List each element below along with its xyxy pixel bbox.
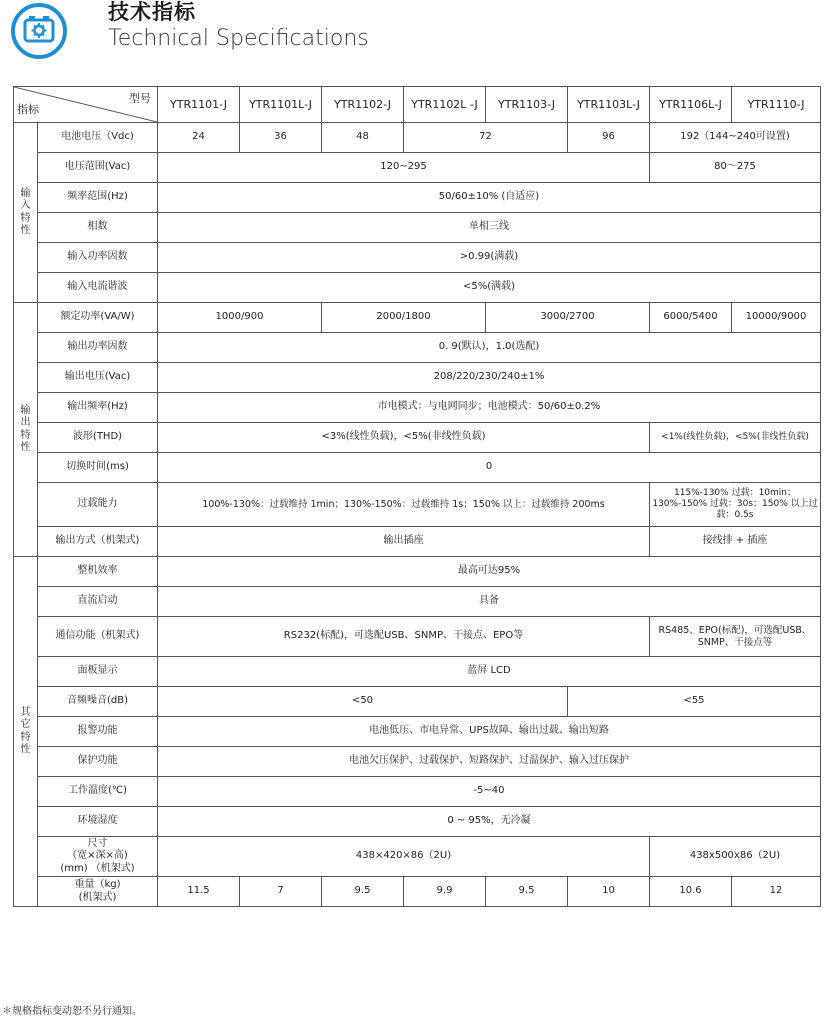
cell-value: 9.5 bbox=[486, 877, 568, 907]
cell-value: >0.99(满载) bbox=[158, 243, 821, 273]
table-row bbox=[14, 807, 821, 837]
row-label: 过载能力 bbox=[38, 483, 158, 527]
table-row bbox=[14, 747, 821, 777]
table-row bbox=[14, 557, 821, 587]
cell-value: 120~295 bbox=[158, 153, 650, 183]
row-label: 切换时间(ms) bbox=[38, 453, 158, 483]
cell-value: 208/220/230/240±1% bbox=[158, 363, 821, 393]
cell-value: -5~40 bbox=[158, 777, 821, 807]
cell-value: 电池低压、市电异常、UPS故障、输出过载、输出短路 bbox=[158, 717, 821, 747]
row-label: 输出频率(Hz) bbox=[38, 393, 158, 423]
cell-value: 10 bbox=[568, 877, 650, 907]
cell-value: 接线排 + 插座 bbox=[650, 527, 821, 557]
cell-value: 9.9 bbox=[404, 877, 486, 907]
cell-value: RS232(标配)，可选配USB、SNMP、干接点、EPO等 bbox=[158, 617, 650, 657]
cell-value: 电池欠压保护、过载保护、短路保护、过温保护、输入过压保护 bbox=[158, 747, 821, 777]
table-row bbox=[14, 213, 821, 243]
cell-value: <55 bbox=[568, 687, 821, 717]
table-row bbox=[14, 687, 821, 717]
table-row bbox=[14, 453, 821, 483]
model-header: YTR1103L-J bbox=[568, 87, 650, 123]
cell-value: 9.5 bbox=[322, 877, 404, 907]
row-label: 电压范围(Vac) bbox=[38, 153, 158, 183]
cell-value: <3%(线性负载)，<5%(非线性负载) bbox=[158, 423, 650, 453]
cell-value: 6000/5400 bbox=[650, 303, 732, 333]
cell-value: 市电模式：与电网同步；电池模式：50/60±0.2% bbox=[158, 393, 821, 423]
cell-value: 输出插座 bbox=[158, 527, 650, 557]
row-label: 波形(THD) bbox=[38, 423, 158, 453]
cell-value: 10000/9000 bbox=[732, 303, 821, 333]
model-label: 型号 bbox=[129, 92, 151, 105]
row-label: 输出功率因数 bbox=[38, 333, 158, 363]
cell-value: 100%-130%：过载维持 1min；130%-150%：过载维持 1s；150% 以上：过载维持 200ms bbox=[158, 483, 650, 527]
table-row bbox=[14, 393, 821, 423]
row-label: 输出方式（机架式) bbox=[38, 527, 158, 557]
table-row bbox=[14, 303, 821, 333]
cell-value: <5%(满载) bbox=[158, 273, 821, 303]
row-label: 工作温度(℃) bbox=[38, 777, 158, 807]
table-row bbox=[14, 423, 821, 453]
cell-value: 50/60±10% (自适应) bbox=[158, 183, 821, 213]
model-header: YTR1103-J bbox=[486, 87, 568, 123]
cell-value: 具备 bbox=[158, 587, 821, 617]
row-label: 输入功率因数 bbox=[38, 243, 158, 273]
cell-value: 96 bbox=[568, 123, 650, 153]
cell-value: 48 bbox=[322, 123, 404, 153]
cell-value: 192（144~240可设置) bbox=[650, 123, 821, 153]
row-label: 额定功率(VA/W) bbox=[38, 303, 158, 333]
cell-value: 115%-130% 过载：10min；130%-150% 过载：30s；150% 以上过载：0.5s bbox=[650, 483, 821, 527]
cell-value: 0 bbox=[158, 453, 821, 483]
cell-value: 最高可达95% bbox=[158, 557, 821, 587]
cell-value: 80～275 bbox=[650, 153, 821, 183]
cell-value: 0. 9(默认)，1.0(选配) bbox=[158, 333, 821, 363]
model-header: YTR1102-J bbox=[322, 87, 404, 123]
group-label-output: 输 出 特 性 bbox=[14, 303, 38, 557]
table-row bbox=[14, 123, 821, 153]
model-header: YTR1106L-J bbox=[650, 87, 732, 123]
cell-value: 438x500x86（2U) bbox=[650, 837, 821, 877]
table-row bbox=[14, 273, 821, 303]
table-row bbox=[14, 243, 821, 273]
cell-value: 1000/900 bbox=[158, 303, 322, 333]
table-row bbox=[14, 483, 821, 527]
cell-value: 0 ~ 95%，无冷凝 bbox=[158, 807, 821, 837]
row-label: 输出电压(Vac) bbox=[38, 363, 158, 393]
page-header bbox=[0, 0, 832, 80]
spec-table bbox=[13, 86, 821, 907]
cell-value: <1%(线性负载)，<5%(非线性负载) bbox=[650, 423, 821, 453]
group-label-input: 输 入 特 性 bbox=[14, 123, 38, 303]
cell-value: 36 bbox=[240, 123, 322, 153]
table-row bbox=[14, 777, 821, 807]
row-label: 输入电流谐波 bbox=[38, 273, 158, 303]
cell-value: 72 bbox=[404, 123, 568, 153]
cell-value: 7 bbox=[240, 877, 322, 907]
row-label: 面板显示 bbox=[38, 657, 158, 687]
group-label-other: 其 它 特 性 bbox=[14, 557, 38, 907]
row-label: 环境湿度 bbox=[38, 807, 158, 837]
row-label: 直流启动 bbox=[38, 587, 158, 617]
table-row bbox=[14, 527, 821, 557]
cell-value: RS485、EPO(标配)，可选配USB、SNMP、干接点等 bbox=[650, 617, 821, 657]
footnote: ＊规格指标变动恕不另行通知。 bbox=[2, 1006, 142, 1017]
table-row bbox=[14, 837, 821, 877]
page-subtitle: Technical Specifications bbox=[108, 26, 369, 51]
table-row bbox=[14, 363, 821, 393]
cell-value: 2000/1800 bbox=[322, 303, 486, 333]
corner-cell bbox=[14, 87, 158, 123]
spec-label: 指标 bbox=[17, 103, 39, 117]
cell-value: 438×420×86（2U) bbox=[158, 837, 650, 877]
model-header: YTR1101-J bbox=[158, 87, 240, 123]
table-row bbox=[14, 617, 821, 657]
row-label: 尺寸 （宽×深×高) (mm) （机架式) bbox=[38, 837, 158, 877]
table-row bbox=[14, 717, 821, 747]
row-label: 保护功能 bbox=[38, 747, 158, 777]
row-label: 整机效率 bbox=[38, 557, 158, 587]
model-header: YTR1102L -J bbox=[404, 87, 486, 123]
model-header: YTR1101L-J bbox=[240, 87, 322, 123]
row-label: 相数 bbox=[38, 213, 158, 243]
row-label: 电池电压（Vdc) bbox=[38, 123, 158, 153]
row-label: 频率范围(Hz) bbox=[38, 183, 158, 213]
cell-value: 12 bbox=[732, 877, 821, 907]
page-title: 技术指标 bbox=[108, 0, 196, 24]
row-label: 通信功能（机架式) bbox=[38, 617, 158, 657]
table-row bbox=[14, 877, 821, 907]
table-row bbox=[14, 587, 821, 617]
row-label: 音频噪音(dB) bbox=[38, 687, 158, 717]
cell-value: 蓝屏 LCD bbox=[158, 657, 821, 687]
battery-gear-icon bbox=[10, 2, 68, 60]
cell-value: <50 bbox=[158, 687, 568, 717]
header-row bbox=[14, 87, 821, 123]
cell-value: 24 bbox=[158, 123, 240, 153]
cell-value: 3000/2700 bbox=[486, 303, 650, 333]
table-row bbox=[14, 183, 821, 213]
cell-value: 单相三线 bbox=[158, 213, 821, 243]
row-label: 报警功能 bbox=[38, 717, 158, 747]
table-row bbox=[14, 657, 821, 687]
cell-value: 11.5 bbox=[158, 877, 240, 907]
table-row bbox=[14, 153, 821, 183]
row-label: 重量（kg) (机架式) bbox=[38, 877, 158, 907]
cell-value: 10.6 bbox=[650, 877, 732, 907]
table-row bbox=[14, 333, 821, 363]
model-header: YTR1110-J bbox=[732, 87, 821, 123]
